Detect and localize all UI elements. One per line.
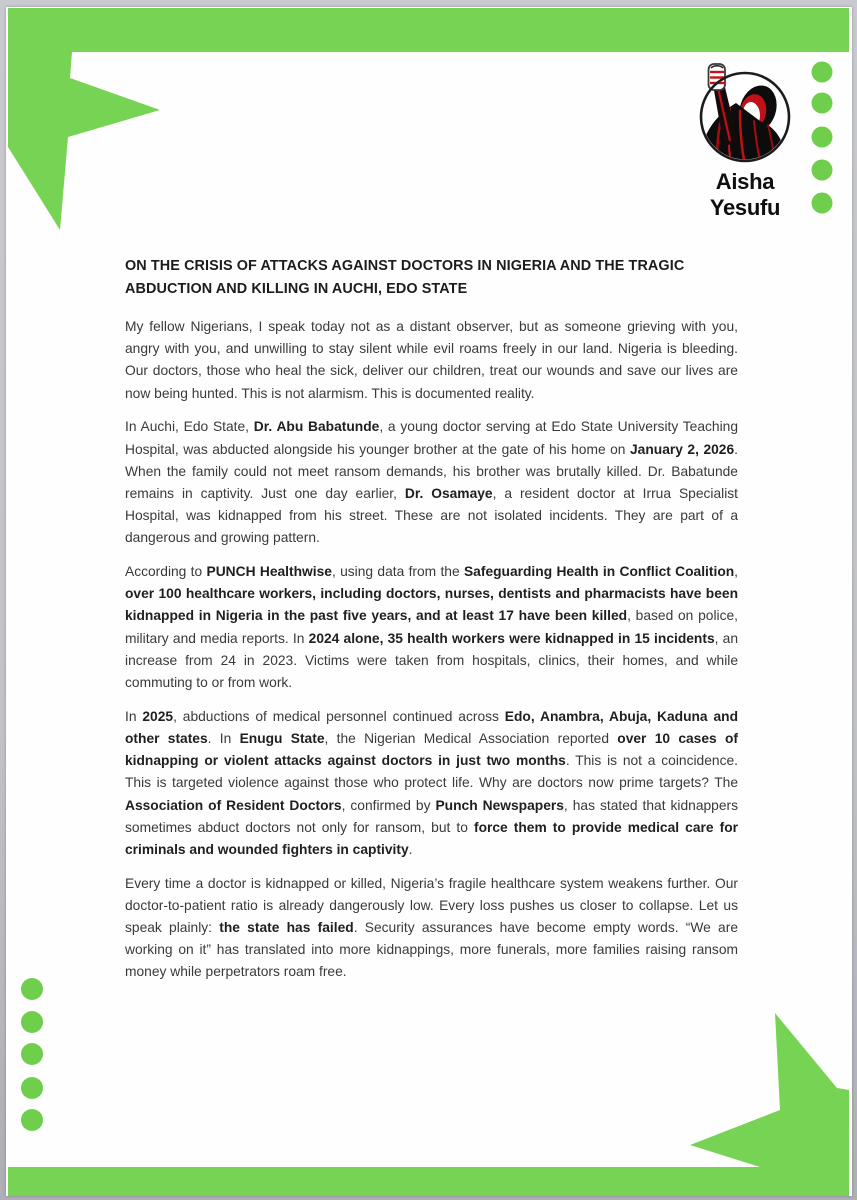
document-paragraph: According to PUNCH Healthwise, using data from the Safeguarding Health in Conflict Coalition, over 100 healthcare workers, including doctors, nurses, dentists and pharmacists have been kidnapped in Nigeria in the past five years, and at least 17 have been killed, based on police, military and media reports. In 2024 alone, 35 health workers were kidnapped in 15 incidents, an increase from 24 in 2023. Victims were taken from hospitals, clinics, their homes, and while commuting to or from work. xyxy=(125,564,739,691)
dot-column-left xyxy=(21,978,43,1131)
fist-icon xyxy=(709,64,726,90)
green-dot-icon xyxy=(21,1077,43,1099)
document-title xyxy=(125,255,738,301)
letter-body xyxy=(125,255,738,995)
document-paragraph: In Auchi, Edo State, Dr. Abu Babatunde, a young doctor serving at Edo State University Teaching Hospital, was abducted alongside his younger brother at the gate of his home on January 2, 2026. When the family could not meet ransom demands, his brother was brutally killed. Dr. Babatunde remains in captivity. Just one day earlier, Dr. Osamaye, a resident doctor at Irrua Specialist Hospital, was kidnapped from his street. These are not isolated incidents. They are part of a dangerous and growing pattern. xyxy=(125,419,739,546)
document-title-line1: ON THE CRISIS OF ATTACKS AGAINST DOCTORS IN NIGERIA AND THE TRAGIC xyxy=(125,258,685,274)
brand-name-line2: Yesufu xyxy=(709,195,781,220)
green-dot-icon xyxy=(21,1011,43,1033)
brand-name xyxy=(670,169,820,221)
document-page xyxy=(6,7,852,1196)
document-paragraph: In 2025, abductions of medical personnel continued across Edo, Anambra, Abuja, Kaduna and other states. In Enugu State, the Nigerian Medical Association reported over 10 cases of kidnapping or violent attacks against doctors in just two months. This is not a coincidence. This is targeted violence against those who protect life. Why are doctors now prime targets? The Association of Resident Doctors, confirmed by Punch Newspapers, has stated that kidnappers sometimes abduct doctors not only for ransom, but to force them to provide medical care for criminals and wounded fighters in captivity. xyxy=(125,708,739,857)
raised-fist-figure-icon xyxy=(670,63,820,175)
brand-name-line1: Aisha xyxy=(715,169,775,194)
document-paragraph: My fellow Nigerians, I speak today not as a distant observer, but as someone grieving with you, angry with you, and unwilling to stay silent while evil roams freely in our land. Nigeria is bleeding. Our doctors, those who heal the sick, deliver our children, treat our wounds and save our lives are now being hunted. This is not alarmism. This is documented reality. xyxy=(125,319,738,401)
document-title-line2: ABDUCTION AND KILLING IN AUCHI, EDO STATE xyxy=(125,281,468,297)
green-dot-icon xyxy=(21,978,43,1000)
aisha-yesufu-logo xyxy=(670,63,820,175)
green-dot-icon xyxy=(21,1043,43,1065)
green-dot-icon xyxy=(21,1109,43,1131)
bottom-banner-arrow-shape xyxy=(8,1013,849,1196)
document-paragraph: Every time a doctor is kidnapped or killed, Nigeria’s fragile healthcare system weakens further. Our doctor-to-patient ratio is already dangerously low. Every loss pushes us closer to collapse. Let us speak plainly: the state has failed. Security assurances have become empty words. “We are working on it” has translated into more kidnappings, more funerals, more families raising ransom money while perpetrators roam free. xyxy=(125,875,739,980)
